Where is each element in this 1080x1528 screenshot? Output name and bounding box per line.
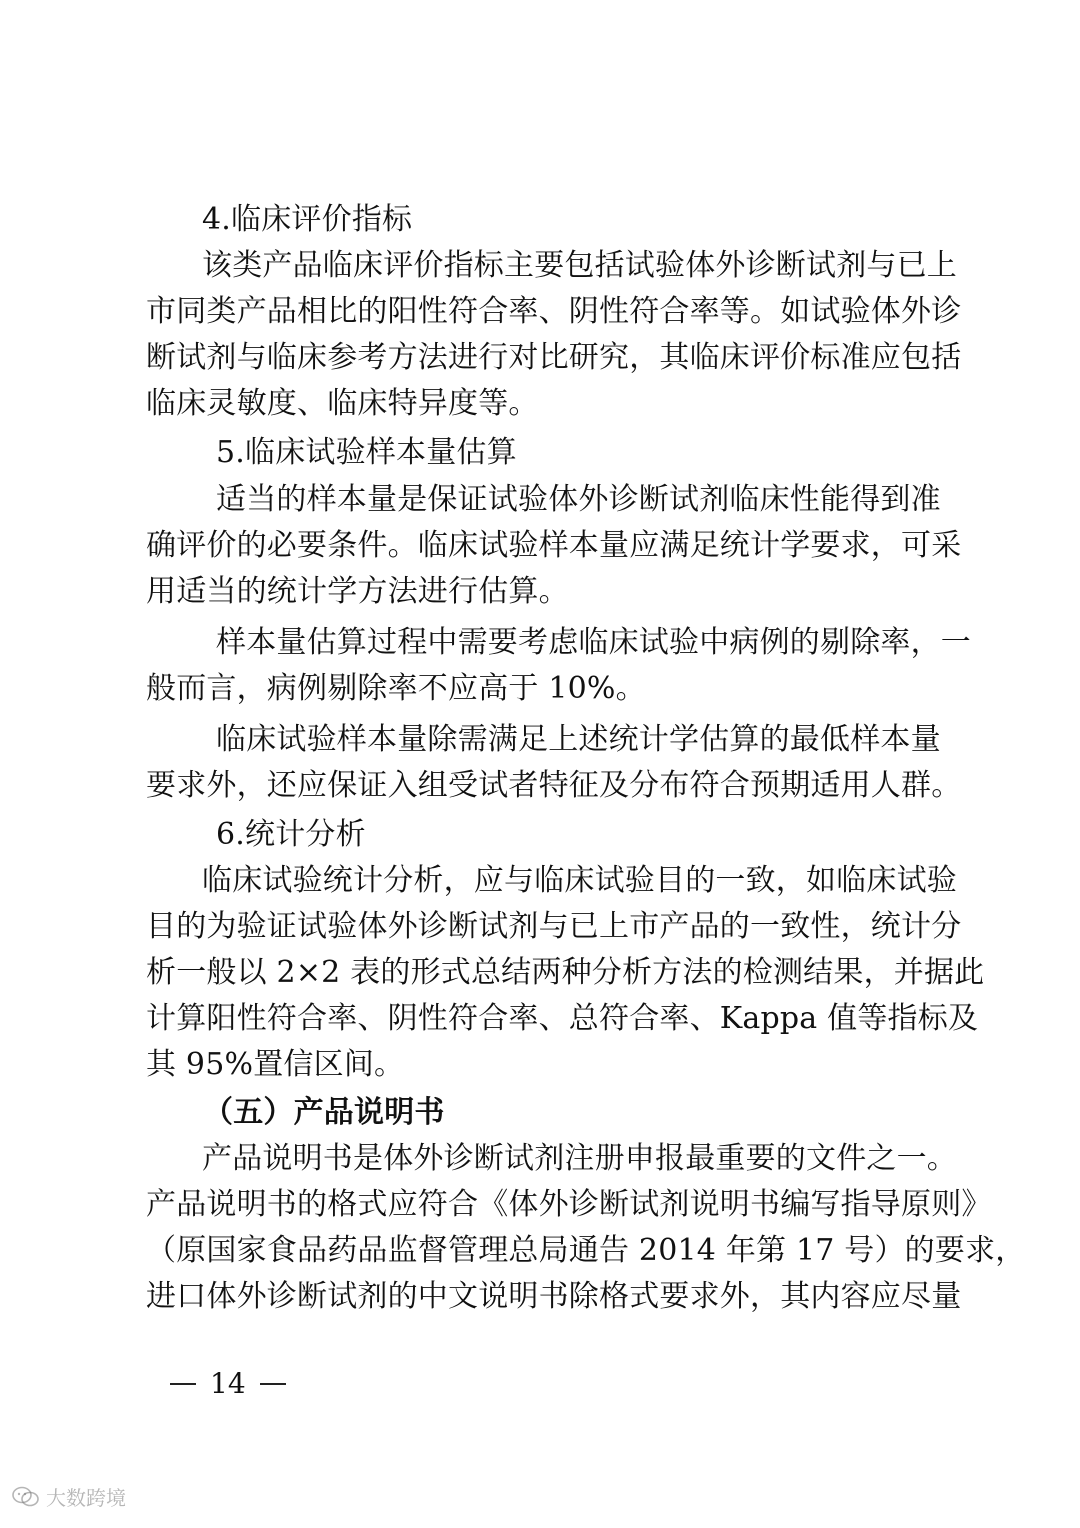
paragraph-line: 计算阳性符合率、阴性符合率、总符合率、Kappa 值等指标及 (146, 1001, 979, 1036)
heading-product-instructions: （五）产品说明书 (203, 1095, 445, 1130)
heading-sample-size-estimation: 5.临床试验样本量估算 (216, 435, 517, 470)
page-number-text: 14 (210, 1367, 246, 1400)
paragraph-line: 用适当的统计学方法进行估算。 (146, 574, 569, 609)
wechat-logo-icon (12, 1486, 40, 1508)
paragraph-line: 其 95%置信区间。 (146, 1047, 405, 1082)
paragraph-line: 该类产品临床评价指标主要包括试验体外诊断试剂与已上 (202, 248, 957, 283)
paragraph-line: 产品说明书是体外诊断试剂注册申报最重要的文件之一。 (202, 1141, 957, 1176)
paragraph-line: 适当的样本量是保证试验体外诊断试剂临床性能得到准 (216, 482, 941, 517)
paragraph-line: 市同类产品相比的阳性符合率、阴性符合率等。如试验体外诊 (146, 294, 962, 329)
paragraph-line: 断试剂与临床参考方法进行对比研究，其临床评价标准应包括 (146, 340, 962, 375)
page-number-dash-right (260, 1383, 286, 1385)
page-number-dash-left (170, 1383, 196, 1385)
heading-clinical-evaluation-indicators: 4.临床评价指标 (202, 202, 413, 237)
paragraph-line: （原国家食品药品监督管理总局通告 2014 年第 17 号）的要求， (146, 1233, 1026, 1268)
watermark-text: 大数跨境 (46, 1486, 126, 1510)
paragraph-line: 进口体外诊断试剂的中文说明书除格式要求外，其内容应尽量 (146, 1279, 962, 1314)
paragraph-line: 临床灵敏度、临床特异度等。 (146, 386, 539, 421)
paragraph-line: 确评价的必要条件。临床试验样本量应满足统计学要求，可采 (146, 528, 962, 563)
paragraph-line: 要求外，还应保证入组受试者特征及分布符合预期适用人群。 (146, 768, 962, 803)
watermark (12, 1482, 126, 1511)
paragraph-line: 目的为验证试验体外诊断试剂与已上市产品的一致性，统计分 (146, 909, 962, 944)
paragraph-line: 临床试验统计分析，应与临床试验目的一致，如临床试验 (202, 863, 957, 898)
paragraph-line: 产品说明书的格式应符合《体外诊断试剂说明书编写指导原则》 (146, 1187, 992, 1222)
heading-statistical-analysis: 6.统计分析 (216, 817, 366, 852)
paragraph-line: 般而言，病例剔除率不应高于 10%。 (146, 671, 646, 706)
paragraph-line: 临床试验样本量除需满足上述统计学估算的最低样本量 (216, 722, 941, 757)
paragraph-line: 析一般以 2×2 表的形式总结两种分析方法的检测结果，并据此 (146, 955, 985, 990)
page-number (170, 1366, 286, 1402)
paragraph-line: 样本量估算过程中需要考虑临床试验中病例的剔除率，一 (216, 625, 971, 660)
